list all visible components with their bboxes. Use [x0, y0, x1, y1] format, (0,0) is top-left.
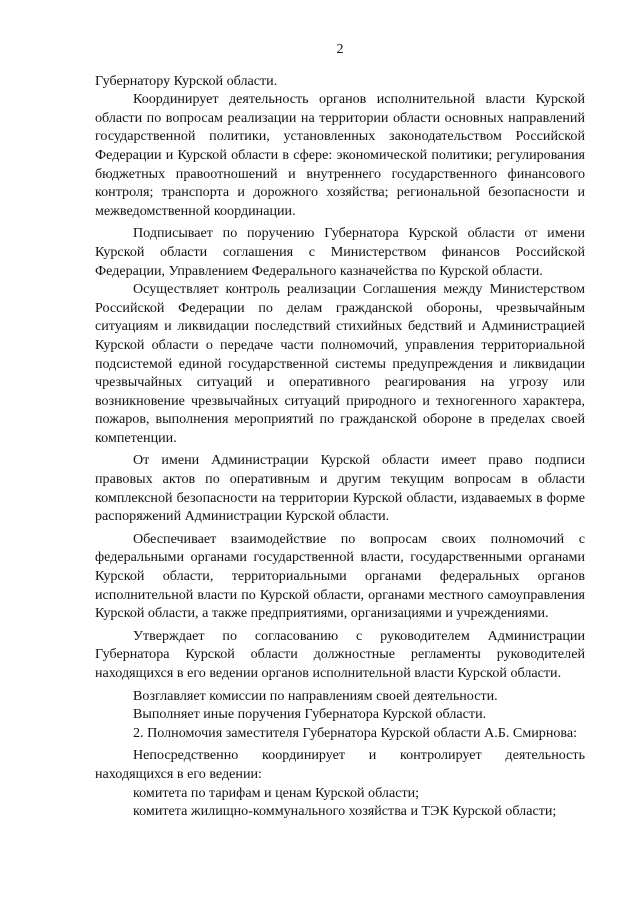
paragraph-section-2-heading: 2. Полномочия заместителя Губернатора Курской области А.Б. Смирнова: — [133, 724, 578, 741]
paragraph-commissions: Возглавляет комиссии по направлениям своей деятельности. — [133, 687, 498, 704]
paragraph-regulations: Утверждает по согласованию с руководителем Администрации Губернатора Курской области должностные регламенты руководителей находящихся в его ведении органов исполнительной власти Курской области. — [95, 627, 585, 681]
paragraph-other-orders: Выполняет иные поручения Губернатора Курской области. — [133, 706, 487, 723]
list-item-tariffs-committee: комитета по тарифам и ценам Курской области; — [133, 784, 420, 801]
paragraph-continuation: Губернатору Курской области. — [95, 72, 278, 89]
page-number: 2 — [336, 41, 344, 57]
paragraph-agreement-control: Осуществляет контроль реализации Соглашения между Министерством Российской Федерации по делам гражданской обороны, чрезвычайным ситуациям и ликвидации последствий стихийных бедствий и Администрацией Курской области о передаче части полномочий, управления территориальной подсистемой единой государственной системы предупреждения и ликвидации чрезвычайных ситуаций и оперативного реагирования на угрозу или возникновение чрезвычайных ситуаций природного и техногенного характера, пожаров, выполнения мероприятий по гражданской обороне в пределах своей компетенции. — [95, 281, 585, 446]
paragraph-coordination: Координирует деятельность органов исполнительной власти Курской области по вопросам реализации на территории области основных направлений государственной политики, установленных законодательством Российской Федерации и Курской области в сфере: экономической политики; регулирования бюджетных правоотношений и внутреннего государственного финансового контроля; транспорта и дорожного хозяйства; региональной безопасности и межведомственной координации. — [95, 91, 585, 219]
paragraph-signing-agreements: Подписывает по поручению Губернатора Курской области от имени Курской области соглашения с Министерством финансов Российской Федерации, Управлением Федерального казначейства по Курской области. — [95, 225, 585, 279]
list-item-housing-committee: комитета жилищно-коммунального хозяйства и ТЭК Курской области; — [133, 803, 557, 820]
paragraph-signing-right: От имени Администрации Курской области имеет право подписи правовых актов по оперативным и другим текущим вопросам в области комплексной безопасности на территории Курской области, издаваемых в форме распоряжений Администрации Курской области. — [95, 452, 585, 525]
paragraph-interaction: Обеспечивает взаимодействие по вопросам своих полномочий с федеральными органами государственной власти, государственными органами Курской области, территориальными органами федеральных органов исполнительной власти по Курской области, органами местного самоуправления Курской области, а также предприятиями, организациями и учреждениями. — [95, 530, 585, 622]
paragraph-coordinates-controls: Непосредственно координирует и контролирует деятельность находящихся в его ведении: — [95, 747, 585, 782]
